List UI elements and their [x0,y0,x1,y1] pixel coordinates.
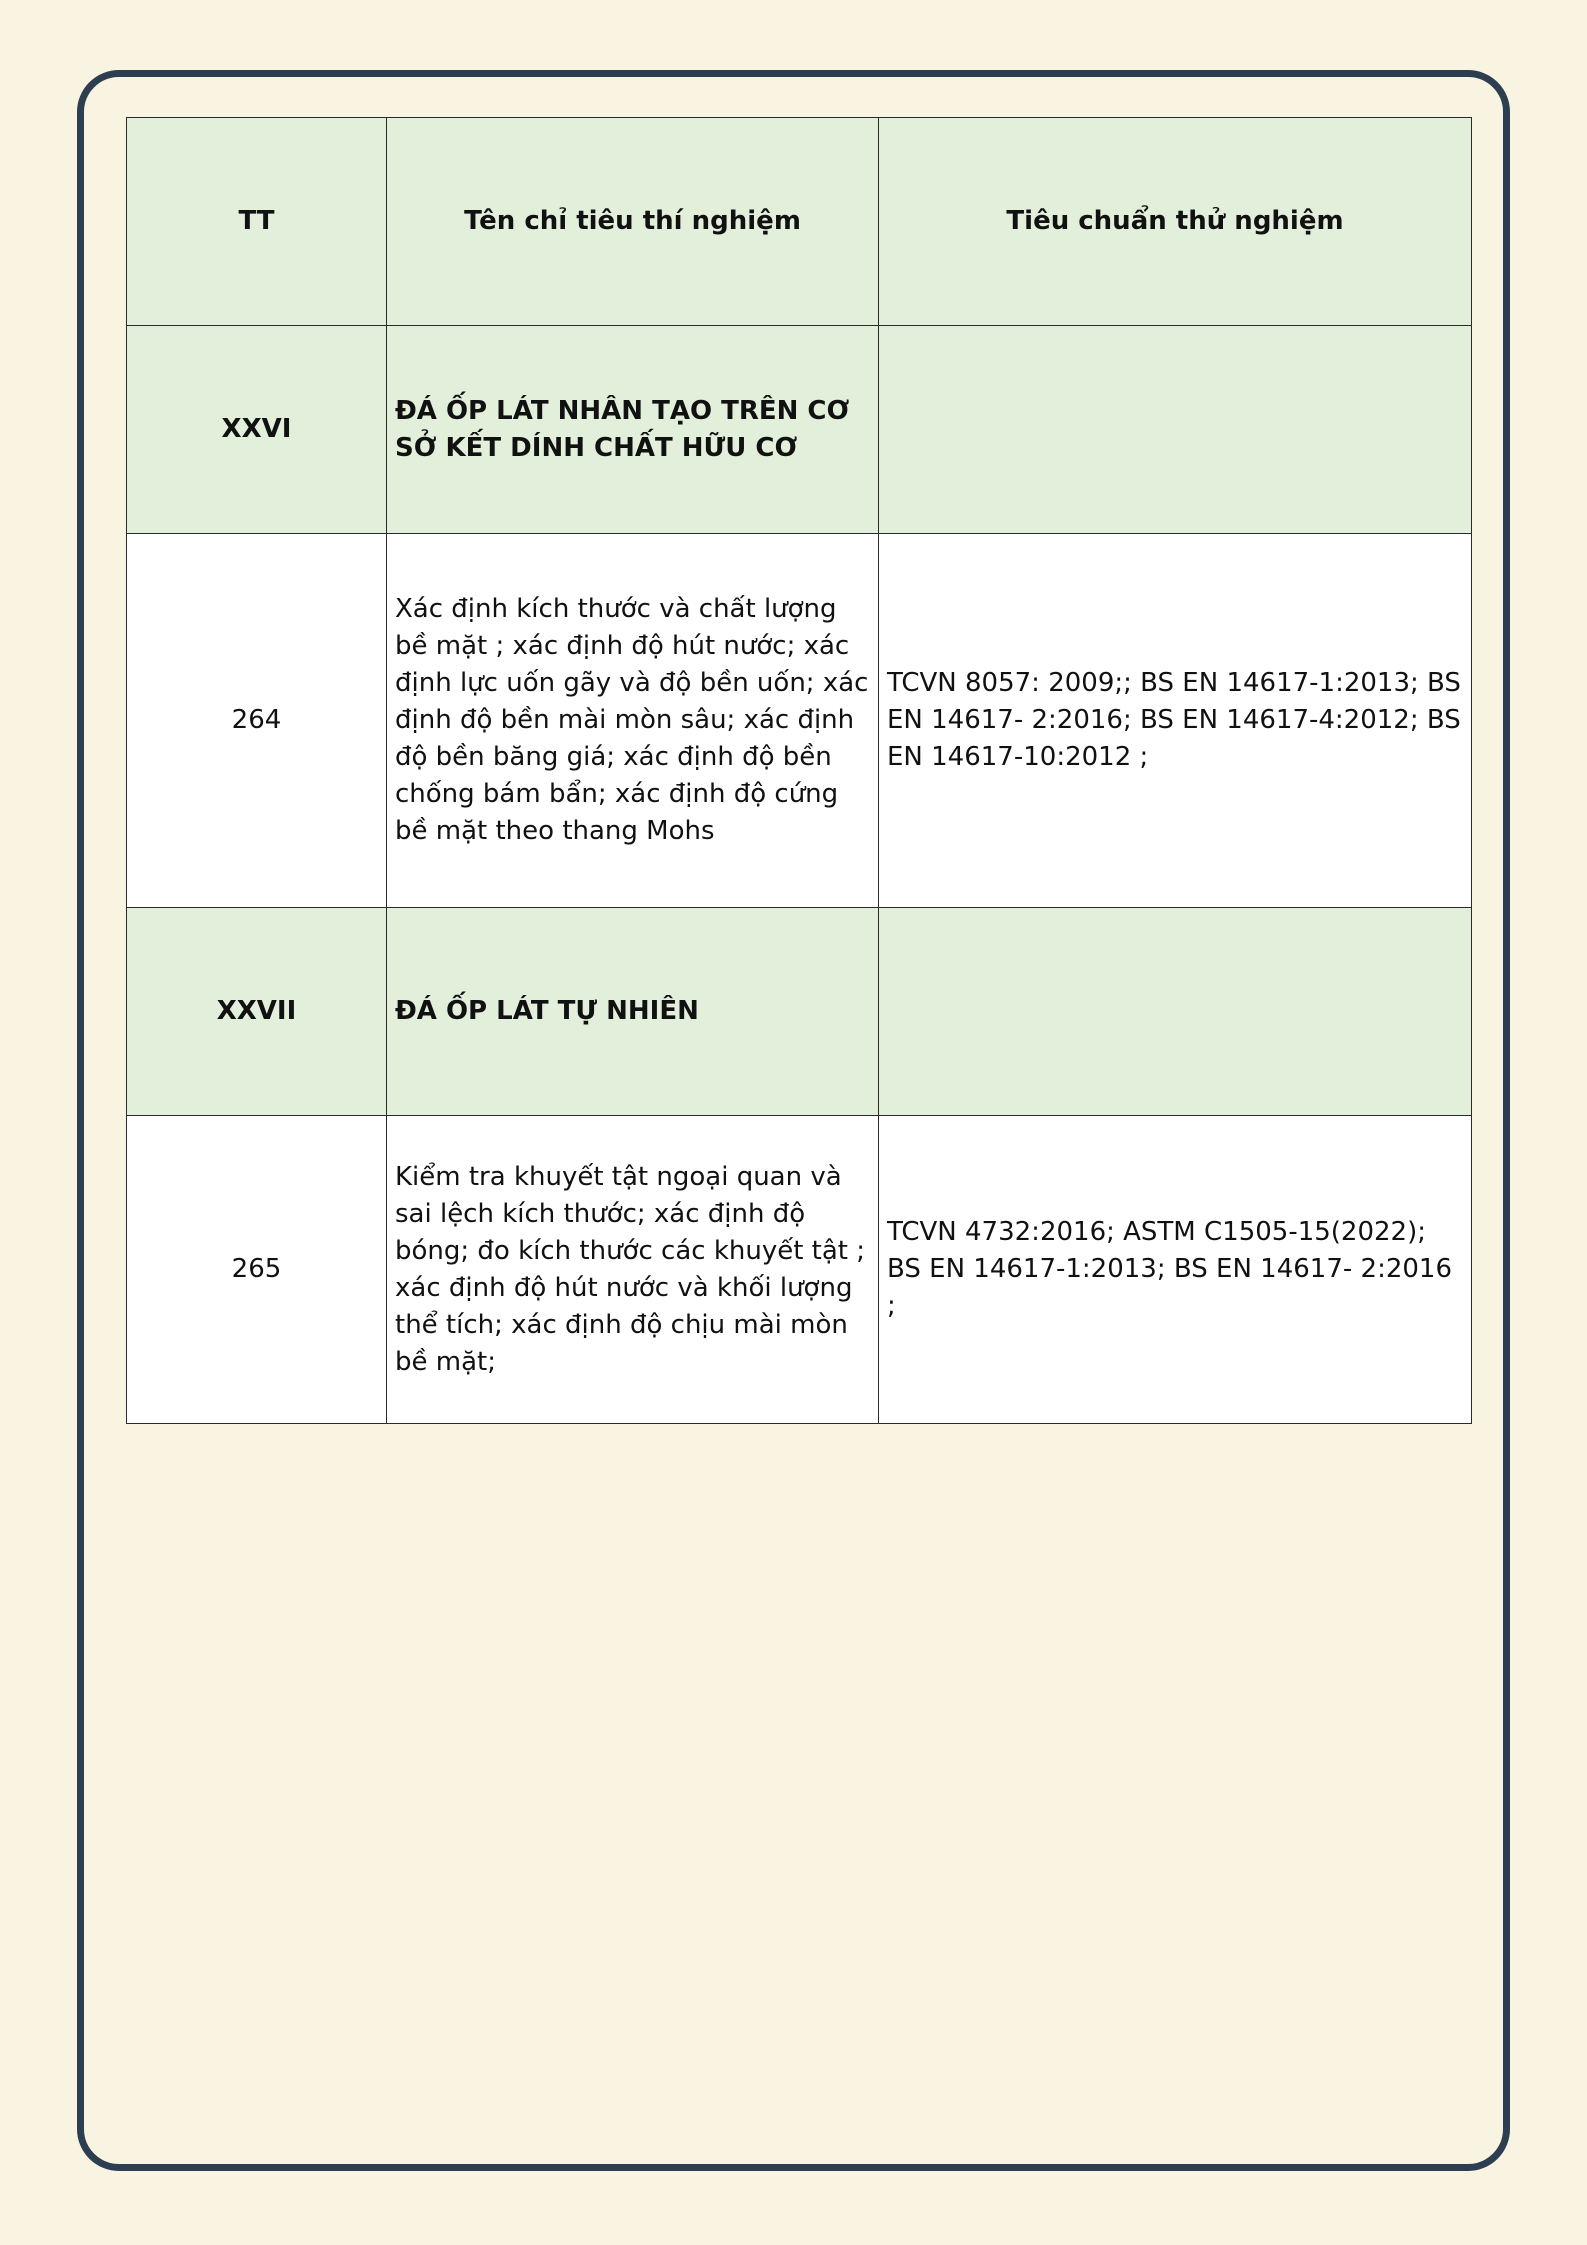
header-test-name: Tên chỉ tiêu thí nghiệm [387,118,879,326]
section-standard [879,908,1472,1116]
test-standards-table [126,117,1472,1424]
table-row [127,534,1472,908]
row-test-standard: TCVN 4732:2016; ASTM C1505-15(2022); BS EN 14617-1:2013; BS EN 14617- 2:2016 ; [879,1116,1472,1424]
row-test-name: Kiểm tra khuyết tật ngoại quan và sai lệch kích thước; xác định độ bóng; đo kích thước các khuyết tật ; xác định độ hút nước và khối lượng thể tích; xác định độ chịu mài mòn bề mặt; [387,1116,879,1424]
section-title: ĐÁ ỐP LÁT TỰ NHIÊN [387,908,879,1116]
table-header-row [127,118,1472,326]
section-number: XXVI [127,326,387,534]
row-test-standard: TCVN 8057: 2009;; BS EN 14617-1:2013; BS EN 14617- 2:2016; BS EN 14617-4:2012; BS EN 14617-10:2012 ; [879,534,1472,908]
section-row [127,908,1472,1116]
section-row [127,326,1472,534]
section-title: ĐÁ ỐP LÁT NHÂN TẠO TRÊN CƠ SỞ KẾT DÍNH CHẤT HỮU CƠ [387,326,879,534]
row-test-name: Xác định kích thước và chất lượng bề mặt ; xác định độ hút nước; xác định lực uốn gãy và độ bền uốn; xác định độ bền mài mòn sâu; xác định độ bền băng giá; xác định độ bền chống bám bẩn; xác định độ cứng bề mặt theo thang Mohs [387,534,879,908]
section-standard [879,326,1472,534]
header-tt: TT [127,118,387,326]
row-number: 264 [127,534,387,908]
section-number: XXVII [127,908,387,1116]
table-row [127,1116,1472,1424]
row-number: 265 [127,1116,387,1424]
header-test-standard: Tiêu chuẩn thử nghiệm [879,118,1472,326]
